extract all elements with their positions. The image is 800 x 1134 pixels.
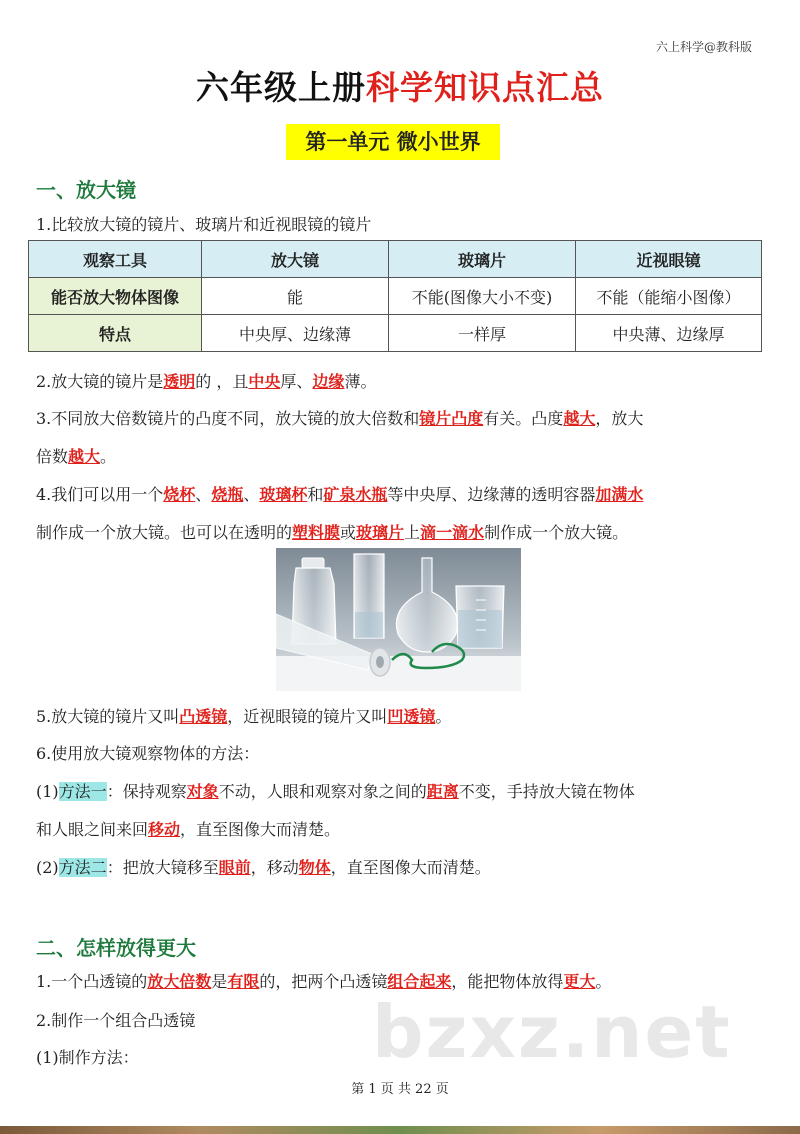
keyword: 物体 [298, 858, 331, 877]
text: ：把放大镜移至 [106, 858, 219, 877]
page-footer: 第 1 页 共 22 页 [351, 1082, 449, 1097]
lab-glassware-photo [276, 548, 521, 691]
text: 的 ，且 [195, 372, 249, 391]
method1-line1 [36, 781, 635, 803]
keyword: 滴一滴水 [420, 523, 485, 542]
text: 制作成一个放大镜。也可以在透明的 [36, 523, 293, 542]
keyword: 凹透镜 [387, 707, 436, 726]
text: (1) [36, 782, 59, 801]
keyword: 有限 [227, 972, 260, 991]
title-part2: 科学知识点汇总 [366, 68, 604, 107]
keyword: 更大 [563, 972, 596, 991]
text: 是 [211, 972, 228, 991]
s2-item3: (1)制作方法： [36, 1048, 139, 1067]
table-header-cell: 观察工具 [29, 241, 202, 278]
section2-heading: 二、怎样放得更大 [36, 936, 196, 960]
table-cell: 不能(图像大小不变) [389, 278, 576, 315]
text: 倍数 [36, 447, 69, 466]
text: ，放大 [595, 409, 644, 428]
text: 有关。凸度 [483, 409, 564, 428]
text: 不动，人眼和观察对象之间的 [218, 782, 427, 801]
comparison-table [28, 240, 762, 352]
text: ：保持观察 [106, 782, 187, 801]
page-title [0, 62, 800, 109]
table-cell: 不能（能缩小图像） [576, 278, 762, 315]
keyword: 边缘 [312, 372, 345, 391]
text: 和 [307, 485, 324, 504]
keyword: 烧瓶 [211, 485, 244, 504]
keyword: 透明 [163, 372, 196, 391]
keyword: 对象 [186, 782, 219, 801]
s2-item2: 2.制作一个组合凸透镜 [36, 1011, 196, 1030]
text: 的，把两个凸透镜 [259, 972, 388, 991]
text: 不变，手持放大镜在物体 [458, 782, 635, 801]
keyword: 凸透镜 [179, 707, 228, 726]
text: 等中央厚、边缘薄的透明容器 [387, 485, 596, 504]
keyword: 烧杯 [163, 485, 196, 504]
text: 和人眼之间来回 [36, 820, 149, 839]
text: 1.一个凸透镜的 [36, 972, 148, 991]
text: 4.我们可以用一个 [36, 485, 164, 504]
unit-heading: 第一单元 微小世界 [286, 124, 500, 160]
s1-item3-line2 [36, 446, 116, 468]
title-part1: 六年级上册 [196, 68, 366, 107]
table-row [29, 278, 762, 315]
keyword: 玻璃片 [356, 523, 405, 542]
table-cell: 一样厚 [389, 315, 576, 352]
s1-item5 [36, 706, 451, 728]
table-cell: 中央厚、边缘薄 [202, 315, 389, 352]
keyword: 塑料膜 [292, 523, 341, 542]
table-header-row [29, 241, 762, 278]
method1-line2 [36, 819, 340, 841]
table-cell: 中央薄、边缘厚 [576, 315, 762, 352]
method-label: 方法二 [58, 858, 107, 877]
keyword: 越大 [68, 447, 101, 466]
text: ，直至图像大而清楚。 [330, 858, 491, 877]
text: 。 [100, 447, 117, 466]
text: ，能把物体放得 [451, 972, 564, 991]
table-cell: 能 [202, 278, 389, 315]
text: 2.放大镜的镜片是 [36, 372, 164, 391]
keyword: 移动 [148, 820, 181, 839]
text: 。 [595, 972, 612, 991]
s1-item4-line1 [36, 484, 643, 506]
text: 、 [195, 485, 212, 504]
text: 薄。 [344, 372, 377, 391]
section1-heading: 一、放大镜 [36, 178, 136, 202]
keyword: 矿泉水瓶 [323, 485, 388, 504]
table-header-cell: 玻璃片 [389, 241, 576, 278]
s1-item2 [36, 371, 376, 393]
table-header-cell: 近视眼镜 [576, 241, 762, 278]
bottom-photo-strip [0, 1126, 800, 1134]
keyword: 越大 [563, 409, 596, 428]
method-label: 方法一 [58, 782, 107, 801]
keyword: 放大倍数 [147, 972, 212, 991]
s1-item6: 6.使用放大镜观察物体的方法： [36, 744, 260, 763]
method2-line [36, 857, 491, 879]
text: 上 [404, 523, 421, 542]
text: 或 [340, 523, 357, 542]
text: 3.不同放大倍数镜片的凸度不同，放大镜的放大倍数和 [36, 409, 420, 428]
keyword: 镜片凸度 [419, 409, 484, 428]
s1-item1: 1.比较放大镜的镜片、玻璃片和近视眼镜的镜片 [36, 215, 372, 234]
table-row-header: 能否放大物体图像 [29, 278, 202, 315]
keyword: 加满水 [595, 485, 644, 504]
table-row-header: 特点 [29, 315, 202, 352]
keyword: 中央 [248, 372, 281, 391]
text: ，直至图像大而清楚。 [180, 820, 341, 839]
s1-item4-line2 [36, 522, 628, 544]
header-note: 六上科学@教科版 [655, 40, 752, 54]
text: (2) [36, 858, 59, 877]
keyword: 玻璃杯 [259, 485, 308, 504]
table-header-cell: 放大镜 [202, 241, 389, 278]
keyword: 距离 [426, 782, 459, 801]
text: 。 [435, 707, 452, 726]
text: 5.放大镜的镜片又叫 [36, 707, 180, 726]
text: 、 [243, 485, 260, 504]
s1-item3-line1 [36, 408, 643, 430]
text: 厚、 [280, 372, 313, 391]
keyword: 组合起来 [387, 972, 452, 991]
table-row [29, 315, 762, 352]
text: ，移动 [250, 858, 299, 877]
text: 制作成一个放大镜。 [484, 523, 629, 542]
keyword: 眼前 [218, 858, 251, 877]
text: ，近视眼镜的镜片又叫 [227, 707, 388, 726]
watermark: bzxz.net [372, 990, 732, 1074]
